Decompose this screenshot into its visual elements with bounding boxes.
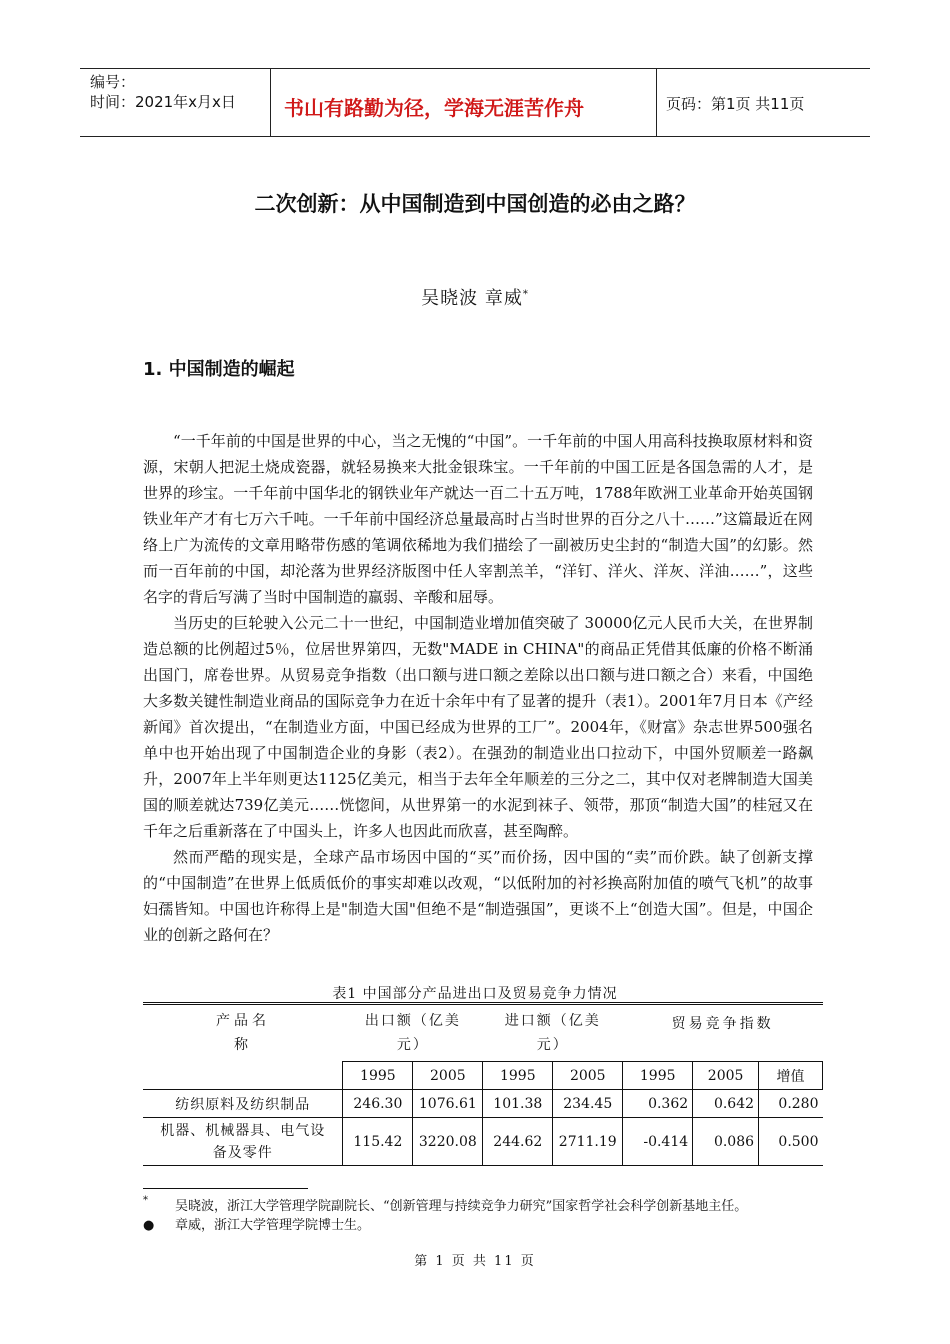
header-import-text: 进口额（亿美元） (504, 1013, 601, 1053)
authors-names: 吴晓波 章威 (421, 288, 523, 309)
header-divider-right (656, 68, 657, 136)
footnote-text: 章威，浙江大学管理学院博士生。 (175, 1218, 371, 1233)
header-product-text: 产品名称 (215, 1013, 270, 1054)
subheader-cell: 1995 (343, 1062, 413, 1090)
subheader-cell: 1995 (623, 1062, 693, 1090)
row-cell: 0.642 (693, 1090, 759, 1118)
row-cell: 0.280 (759, 1090, 823, 1118)
subheader-empty (143, 1062, 343, 1090)
header-product (143, 1004, 343, 1062)
header-import (483, 1004, 623, 1062)
paragraph-3: 然而严酷的现实是，全球产品市场因中国的“买”而价扬，因中国的“卖”而价跌。缺了创新支撑的“中国制造”在世界上低质低价的事实却难以改观，“以低附加的衬衫换高附加值的喷气飞机”的故事妇孺皆知。中国也许称得上是"制造大国"但绝不是“制造强国”，更谈不上“创造大国”。但是，中国企业的创新之路何在？ (143, 848, 813, 944)
row-cell: 2711.19 (553, 1118, 623, 1166)
section-heading: 1. 中国制造的崛起 (143, 359, 295, 380)
row-cell: 0.362 (623, 1090, 693, 1118)
header-bottom-rule (80, 136, 870, 137)
table-row (143, 1090, 823, 1118)
header-date-label: 时间：2021年x月x日 (90, 93, 236, 111)
row-cell: 3220.08 (413, 1118, 483, 1166)
paragraph-2: 当历史的巨轮驶入公元二十一世纪，中国制造业增加值突破了 30000亿元人民币大关，在世界制造总额的比例超过5％，位居世界第四，无数"MADE in CHINA"的商品正凭借其低廉的价格不断涌出国门，席卷世界。从贸易竞争指数（出口额与进口额之差除以出口额与进口额之合）来看，中国绝大多数关键性制造业商品的国际竞争力在近十余年中有了显著的提升（表1）。2001年7月日本《产经新闻》首次提出，“在制造业方面，中国已经成为世界的工厂”。2004年，《财富》杂志世界500强名单中也开始出现了中国制造企业的身影（表2）。在强劲的制造业出口拉动下，中国外贸顺差一路飙升，2007年上半年则更达1125亿美元，相当于去年全年顺差的三分之二，其中仅对老牌制造大国美国的顺差就达739亿美元……恍惚间，从世界第一的水泥到袜子、领带，那顶“制造大国”的桂冠又在千年之后重新落在了中国头上，许多人也因此而欣喜，甚至陶醉。 (143, 614, 813, 840)
subheader-cell: 2005 (553, 1062, 623, 1090)
table-subheader-row (143, 1062, 823, 1090)
trade-table (143, 1002, 823, 1166)
subheader-cell: 增值 (759, 1062, 823, 1090)
subheader-cell: 2005 (413, 1062, 483, 1090)
footnote-text: 吴晓波，浙江大学管理学院副院长、“创新管理与持续竞争力研究”国家哲学社会科学创新基地主任。 (175, 1199, 748, 1214)
row-cell: 1076.61 (413, 1090, 483, 1118)
row-cell: 115.42 (343, 1118, 413, 1166)
footnote-rule (143, 1188, 308, 1189)
header-export-text: 出口额（亿美元） (364, 1013, 461, 1053)
body-text (143, 428, 813, 948)
document-title: 二次创新：从中国制造到中国创造的必由之路？ (254, 192, 696, 216)
page-number: 第 1 页 共 11 页 (414, 1254, 536, 1269)
table-caption: 表1 中国部分产品进出口及贸易竞争力情况 (332, 986, 618, 1002)
row-name: 纺织原料及纺织制品 (175, 1096, 311, 1113)
row-cell: 0.500 (759, 1118, 823, 1166)
author-footnote-marker: * (522, 289, 529, 300)
footnote-2 (143, 1214, 370, 1233)
subheader-cell: 2005 (693, 1062, 759, 1090)
header-number-label: 编号： (90, 73, 136, 91)
row-cell: -0.414 (623, 1118, 693, 1166)
footnote-marker: * (143, 1195, 148, 1206)
row-name (143, 1118, 343, 1166)
table-row (143, 1118, 823, 1166)
row-name-text: 机器、机械器具、电气设备及零件 (160, 1122, 326, 1161)
header-export (343, 1004, 483, 1062)
row-cell: 244.62 (483, 1118, 553, 1166)
row-cell: 101.38 (483, 1090, 553, 1118)
row-cell: 234.45 (553, 1090, 623, 1118)
header-motto: 书山有路勤为径，学海无涯苦作舟 (284, 96, 584, 120)
table-header-row (143, 1004, 823, 1062)
header-divider-left (270, 68, 271, 136)
header-page-info: 页码：第1页 共11页 (666, 95, 805, 113)
footnote-marker: ● (143, 1218, 155, 1233)
paragraph-1: “一千年前的中国是世界的中心，当之无愧的“中国”。一千年前的中国人用高科技换取原材料和资源，宋朝人把泥土烧成瓷器，就轻易换来大批金银珠宝。一千年前的中国工匠是各国急需的人才，是世界的珍宝。一千年前中国华北的钢铁业年产就达一百二十五万吨，1788年欧洲工业革命开始英国钢铁业年产才有七万六千吨。一千年前中国经济总量最高时占当时世界的百分之八十……”这篇最近在网络上广为流传的文章用略带伤感的笔调依稀地为我们描绘了一副被历史尘封的“制造大国”的幻影。然而一百年前的中国，却沦落为世界经济版图中任人宰割羔羊，“洋钉、洋火、洋灰、洋油……”，这些名字的背后写满了当时中国制造的羸弱、辛酸和屈辱。 (143, 432, 813, 606)
row-cell: 246.30 (343, 1090, 413, 1118)
header-top-rule (80, 68, 870, 69)
footnote-1 (143, 1195, 747, 1214)
authors-line (0, 284, 950, 310)
subheader-cell: 1995 (483, 1062, 553, 1090)
row-cell: 0.086 (693, 1118, 759, 1166)
header-index: 贸易竞争指数 (671, 1016, 774, 1032)
